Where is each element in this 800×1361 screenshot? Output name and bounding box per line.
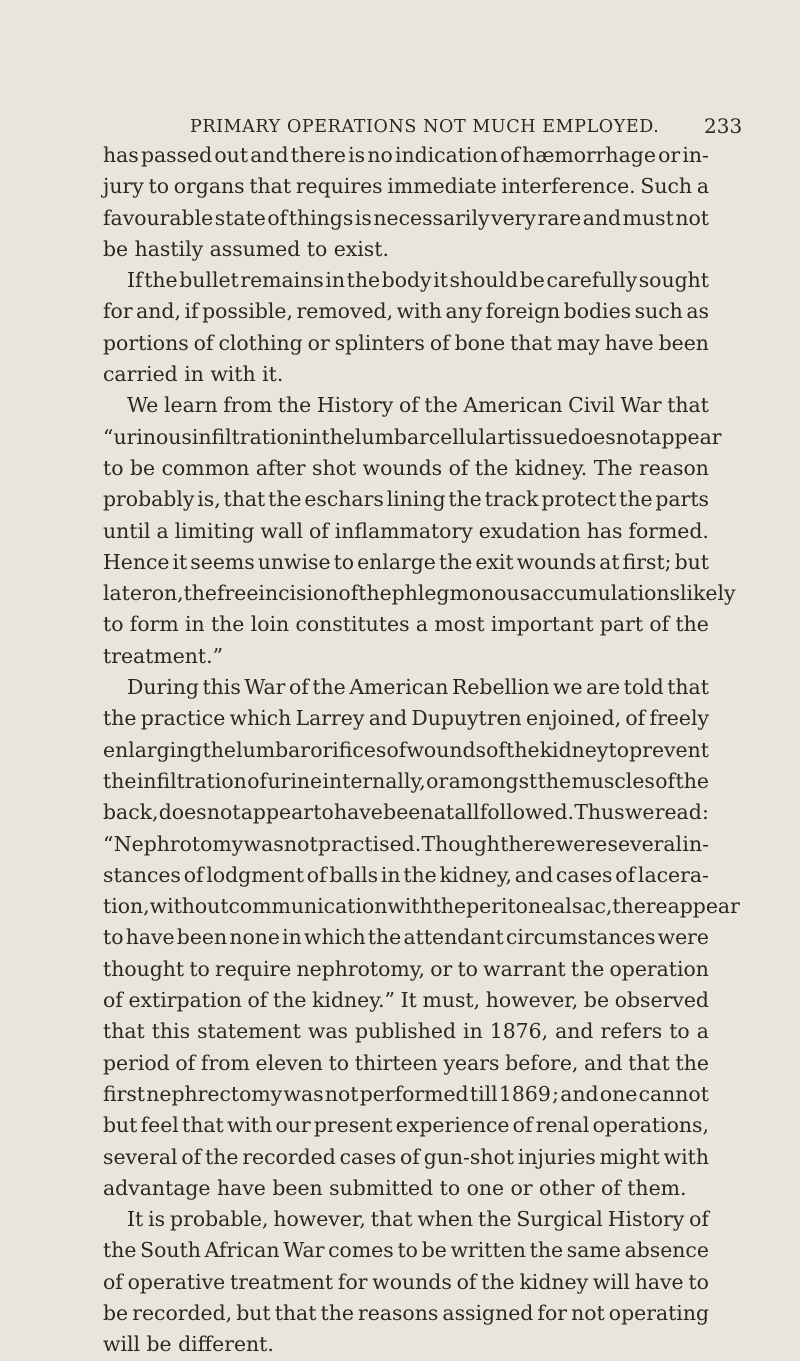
text-line: treatment.” [103, 643, 223, 668]
text-line: It is probable, however, that when the Surgical History of [127, 1207, 709, 1232]
text-line: “ urinous infiltration in the lumbar cellular tissue does not appear [103, 424, 722, 449]
text-line: advantage have been submitted to one or other of them. [103, 1175, 687, 1200]
text-line: later on, the free incision of the phlegmonous accumulations likely [103, 581, 736, 606]
text-line: the practice which Larrey and Dupuytren enjoined, of freely [103, 706, 709, 731]
text-line: the infiltration of urine internally, or amongst the muscles of the [103, 768, 709, 793]
text-line: be recorded, but that the reasons assigned for not operating [103, 1300, 709, 1325]
text-line: to have been none in which the attendant circumstances were [103, 925, 709, 950]
text-line: of extirpation of the kidney.” It must, however, be observed [103, 988, 709, 1013]
text-line: stances of lodgment of balls in the kidney, and cases of lacera- [103, 862, 709, 887]
text-line: the South African War comes to be written the same absence [103, 1238, 709, 1263]
running-head: PRIMARY OPERATIONS NOT MUCH EMPLOYED. [190, 117, 660, 137]
body-text [103, 140, 740, 1361]
page-number: 233 [704, 114, 743, 138]
text-line: will be different. [103, 1332, 274, 1357]
text-line: back, does not appear to have been at all followed. Thus we read : [103, 800, 709, 825]
text-line: During this War of the American Rebellion we are told that [127, 675, 709, 700]
text-line: of operative treatment for wounds of the kidney will have to [103, 1269, 709, 1294]
text-line: enlarging the lumbar orifices of wounds of the kidney to prevent [103, 737, 709, 762]
text-line: thought to require nephrotomy, or to warrant the operation [103, 956, 709, 981]
text-line: has passed out and there is no indication of hæmorrhage or in- [103, 143, 709, 167]
text-line: probably is, that the eschars lining the track protect the parts [103, 487, 709, 512]
text-line: to form in the loin constitutes a most important part of the [103, 612, 709, 637]
text-line: but feel that with our present experience of renal operations, [103, 1113, 709, 1138]
text-line: be hastily assumed to exist. [103, 236, 389, 261]
text-line: favourable state of things is necessarily very rare and must not [103, 205, 709, 230]
text-line: to be common after shot wounds of the kidney. The reason [103, 455, 709, 480]
text-line: that this statement was published in 1876, and refers to a [103, 1019, 709, 1044]
text-line: “ Nephrotomy was not practised. Though there were several in- [103, 831, 709, 856]
text-line: We learn from the History of the American Civil War that [127, 393, 709, 418]
text-line: portions of clothing or splinters of bone that may have been [103, 330, 709, 355]
text-line: until a limiting wall of inflammatory exudation has formed. [103, 518, 709, 543]
text-line: If the bullet remains in the body it should be carefully sought [127, 268, 709, 293]
text-line: jury to organs that requires immediate interference. Such a [103, 174, 709, 199]
text-line: carried in with it. [103, 362, 284, 387]
text-line: several of the recorded cases of gun-shot injuries might with [103, 1144, 709, 1169]
text-line: Hence it seems unwise to enlarge the exit wounds at first; but [103, 549, 709, 574]
text-line: tion, without communication with the peritoneal sac, there appear [103, 894, 740, 919]
text-line: period of from eleven to thirteen years before, and that the [103, 1050, 709, 1075]
text-line: for and, if possible, removed, with any foreign bodies such as [103, 299, 709, 324]
text-line: first nephrectomy was not performed till 1869 ; and one cannot [103, 1081, 709, 1106]
